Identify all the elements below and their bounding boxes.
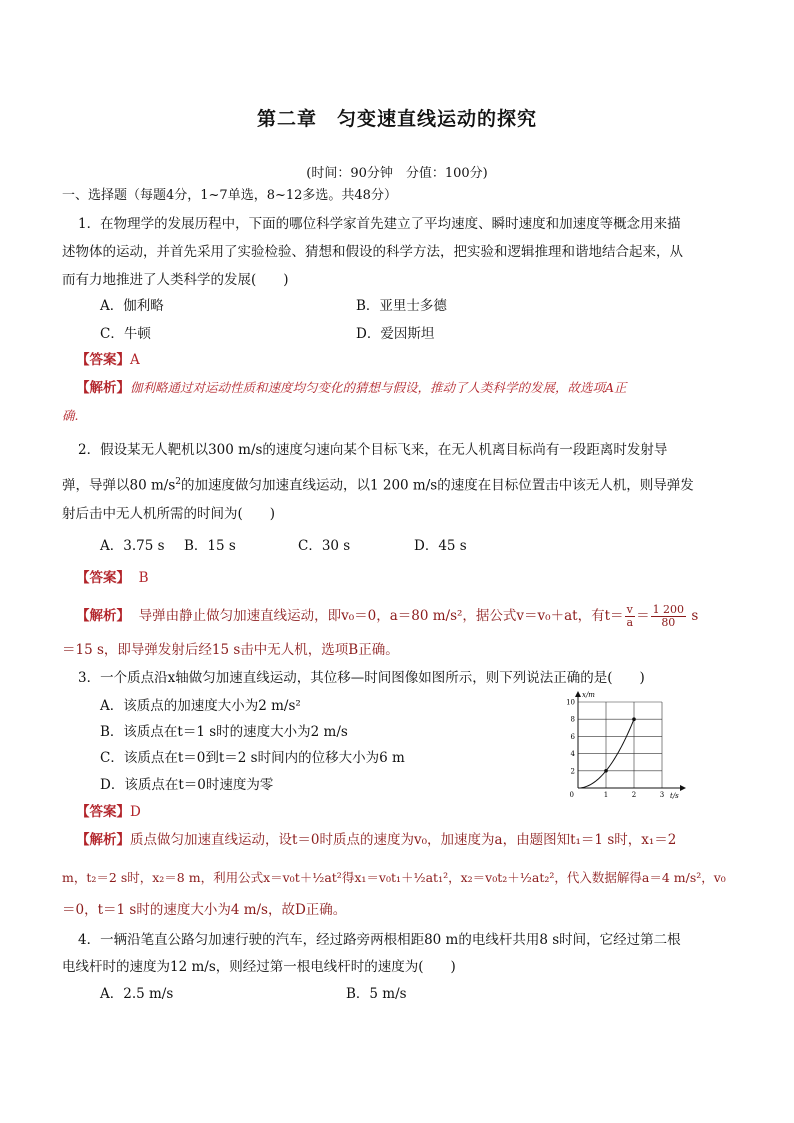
q2-analysis: 【解析】 导弹由静止做匀加速直线运动，即v₀＝0，a＝80 m/s²，据公式v＝v₀＋at，有t＝ $\frac{v}{a}$ ＝ $\frac{1 200}{80}$ s <box>76 603 699 629</box>
y-tick-label: 8 <box>570 715 575 724</box>
q3-option-d: D．该质点在t＝0时速度为零 <box>100 777 274 793</box>
q3-answer <box>76 802 141 822</box>
answer-label: 【答案】 <box>76 570 130 586</box>
q2-line2 <box>62 472 694 496</box>
q3-option-c: C．该质点在t＝0到t＝2 s时间内的位移大小为6 m <box>100 750 405 766</box>
q2-analysis-cont: ＝15 s，即导弹发射后经15 s击中无人机，选项B正确。 <box>62 642 399 658</box>
q1-option-c: C．牛顿 <box>100 326 151 342</box>
answer-value: B <box>138 570 149 586</box>
q4-line1: 4．一辆沿笔直公路匀加速行驶的汽车，经过路旁两根相距80 m的电线杆共用8 s时间，它经过第二根 <box>78 932 681 948</box>
x-tick-label: 2 <box>631 791 637 799</box>
analysis-text: 导弹由静止做匀加速直线运动，即v₀＝0，a＝80 m/s²，据公式v＝v₀＋at，有t＝ <box>138 608 624 624</box>
q1-option-d: D．爱因斯坦 <box>356 326 435 342</box>
analysis-text: 伽利略通过对运动性质和速度均匀变化的猜想与假设，推动了人类科学的发展，故选项A正 <box>130 380 627 395</box>
q2-line2-a: 弹，导弹以80 m/s <box>62 477 176 494</box>
q3-analysis <box>76 830 676 850</box>
q1-line2: 述物体的运动，并首先采用了实验检验、猜想和假设的科学方法，把实验和逻辑推理和谐地结合起来，从 <box>62 244 683 260</box>
q2-answer <box>76 568 149 588</box>
q1-line1: 1．在物理学的发展历程中，下面的哪位科学家首先建立了平均速度、瞬时速度和加速度等概念用来描 <box>78 216 681 232</box>
answer-value: D <box>130 804 141 820</box>
q2-option-c: C．30 s <box>298 538 351 554</box>
answer-label: 【答案】 <box>76 352 130 368</box>
data-point <box>632 717 636 721</box>
x-axis-label: t/s <box>670 792 679 800</box>
q2-line2-b: 的加速度做匀加速直线运动，以1 200 m/s的速度在目标位置击中该无人机，则导弹发 <box>180 477 694 494</box>
answer-label: 【答案】 <box>76 804 130 820</box>
q1-option-b: B．亚里士多德 <box>356 298 447 314</box>
q4-line2: 电线杆时的速度为12 m/s，则经过第一根电线杆时的速度为( ) <box>62 959 456 975</box>
q2-line3: 射后击中无人机所需的时间为( ) <box>62 506 276 522</box>
q1-answer <box>76 350 140 370</box>
q3-analysis-cont2: ＝0，t＝1 s时的速度大小为4 m/s，故D正确。 <box>62 902 347 918</box>
y-tick-label: 10 <box>566 698 575 707</box>
analysis-text: 质点做匀加速直线运动，设t＝0时质点的速度为v₀，加速度为a，由题图知t₁＝1 s时，x₁＝2 <box>130 832 677 848</box>
q1-line3: 而有力地推进了人类科学的发展( ) <box>62 272 289 288</box>
analysis-label: 【解析】 <box>76 608 130 624</box>
graph-ticks <box>566 699 664 800</box>
q3-line1: 3．一个质点沿x轴做匀加速直线运动，其位移—时间图像如图所示，则下列说法正确的是( ) <box>78 670 645 686</box>
q1-analysis <box>76 378 627 398</box>
analysis-label: 【解析】 <box>76 380 130 396</box>
section-heading: 一、选择题（每题4分，1~7单选，8~12多选。共48分） <box>62 188 397 203</box>
fraction-1200-over-80: $\frac{1 200}{80}$ <box>652 603 685 629</box>
q2-option-d: D．45 s <box>414 538 467 554</box>
q2-sup: 2 <box>175 477 181 487</box>
analysis-label: 【解析】 <box>76 832 130 848</box>
q2-line1: 2．假设某无人靶机以300 m/s的速度匀速向某个目标飞来，在无人机离目标尚有一段距离时发射导 <box>78 442 668 458</box>
answer-value: A <box>130 352 140 368</box>
fraction-v-over-a: $\frac{v}{a}$ <box>626 603 634 629</box>
q1-option-a: A．伽利略 <box>100 298 164 314</box>
exam-meta: (时间：90分钟 分值：100分) <box>306 166 488 181</box>
x-axis-arrow-icon <box>680 785 686 791</box>
x-tick-label: 1 <box>603 791 609 799</box>
q2-option-a: A．3.75 s <box>100 538 165 554</box>
q3-option-b: B．该质点在t＝1 s时的速度大小为2 m/s <box>100 724 348 740</box>
y-tick-label: 0 <box>569 791 574 799</box>
q2-option-b: B．15 s <box>184 538 236 554</box>
graph-axes <box>575 691 686 791</box>
x-tick-label: 3 <box>659 791 665 799</box>
q4-option-a: A．2.5 m/s <box>100 986 174 1002</box>
y-tick-label: 6 <box>570 732 575 741</box>
y-tick-label: 2 <box>570 767 575 776</box>
graph-grid <box>578 702 662 788</box>
q3-option-a: A．该质点的加速度大小为2 m/s² <box>100 698 301 714</box>
q4-option-b: B．5 m/s <box>346 986 407 1002</box>
y-tick-label: 4 <box>570 750 575 759</box>
position-time-graph <box>560 688 690 800</box>
data-point <box>604 769 608 773</box>
page-title: 第二章 匀变速直线运动的探究 <box>256 108 537 130</box>
q3-analysis-cont1: m，t₂＝2 s时，x₂＝8 m，利用公式x＝v₀t＋½at²得x₁＝v₀t₁＋½at₁²，x₂＝v₀t₂＋½at₂²，代入数据解得a＝4 m/s²，v₀ <box>62 870 726 885</box>
y-axis-arrow-icon <box>575 691 581 697</box>
y-axis-label: x/m <box>582 691 595 699</box>
q1-analysis-cont: 确. <box>62 408 79 423</box>
